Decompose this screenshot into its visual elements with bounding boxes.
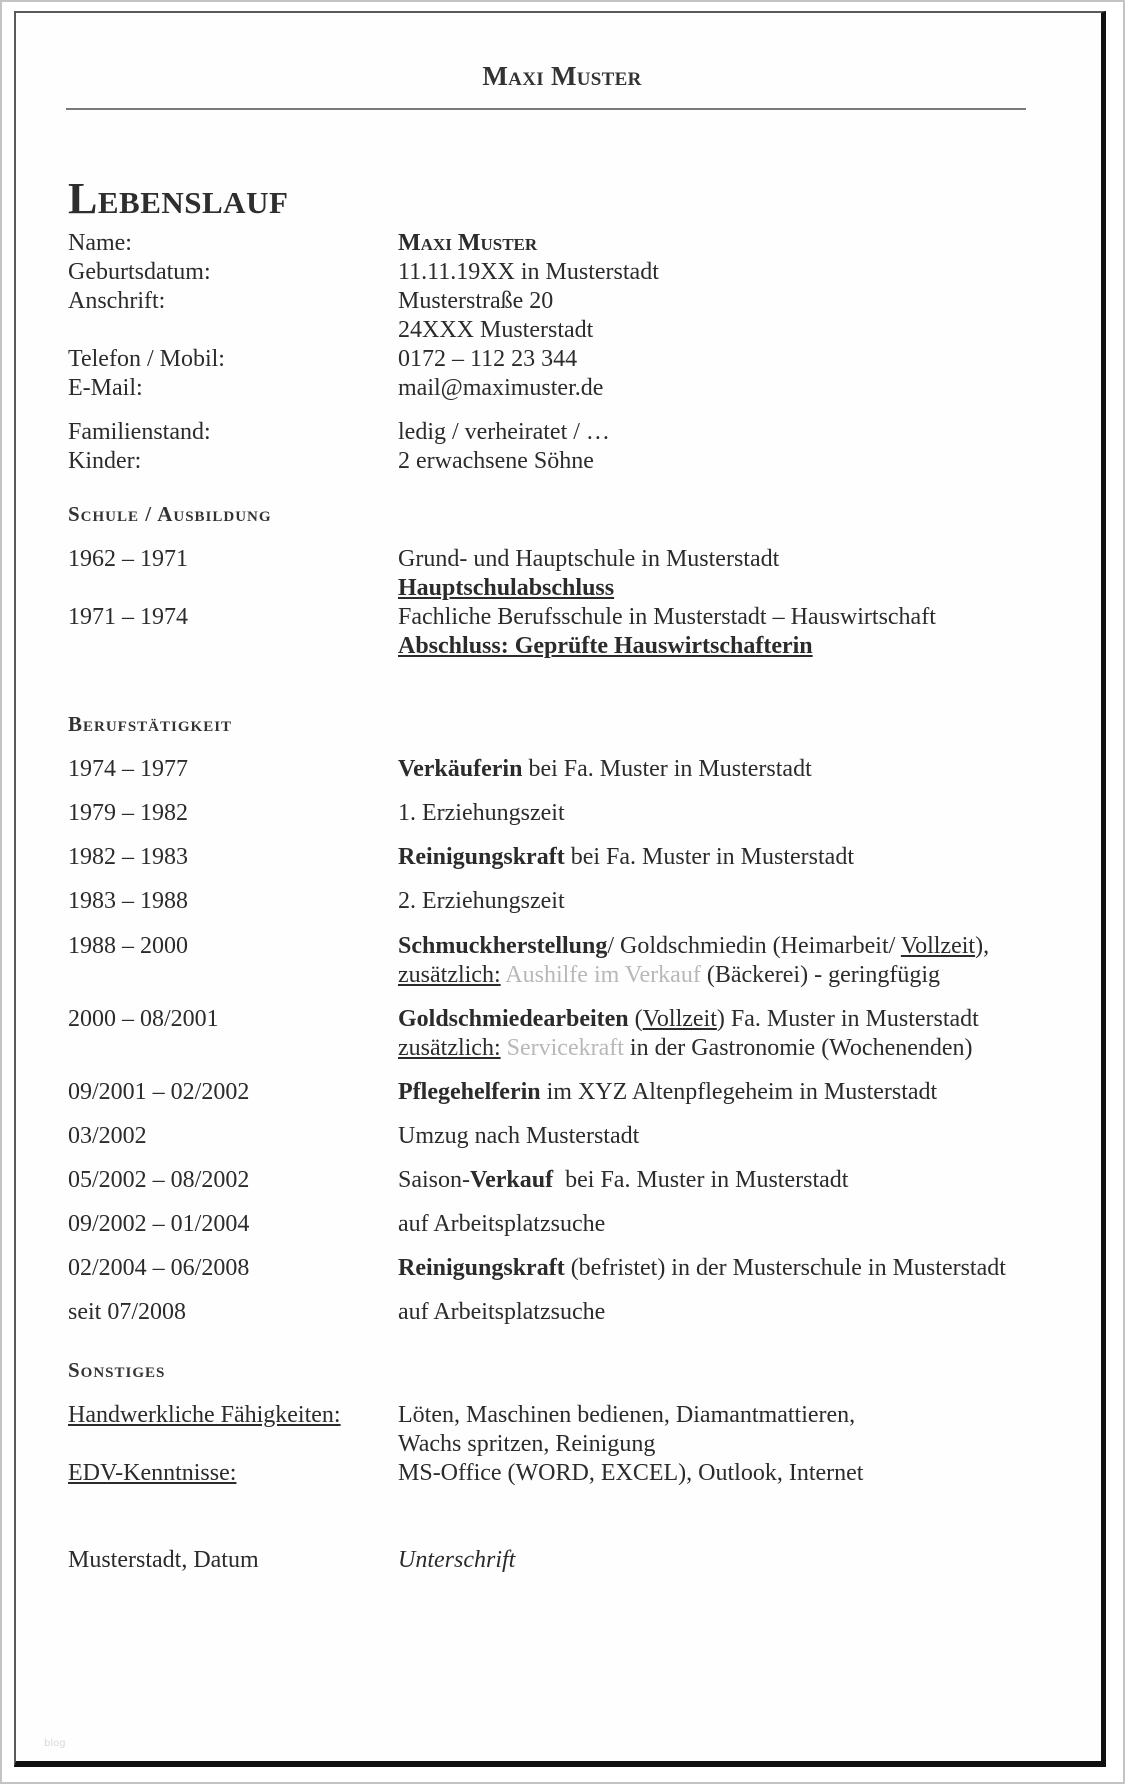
job-detail: bei Fa. Muster in Musterstadt [553,1167,849,1193]
job-title: Reinigungskraft [398,844,565,870]
extra-job: Aushilfe im Verkauf [500,962,707,988]
job-detail: bei Fa. Muster in Musterstadt [522,756,812,782]
career-text: 1. Erziehungszeit [398,800,565,826]
career-text: Umzug nach Musterstadt [398,1123,640,1149]
job-detail: ( [628,1006,643,1032]
career-text [398,843,854,872]
job-title: Pflegehelferin [398,1079,541,1105]
skills-label: Handwerkliche Fähigkeiten: [68,1402,341,1428]
career-text [398,755,812,784]
career-date: 09/2001 – 02/2002 [68,1079,250,1105]
career-extra [398,1034,973,1063]
career-text: auf Arbeitsplatzsuche [398,1299,606,1325]
career-date: 03/2002 [68,1123,147,1149]
email-label: E-Mail: [68,375,143,401]
career-date: 2000 – 08/2001 [68,1006,219,1032]
watermark: blog [44,1738,66,1749]
extra-job: Servicekraft [500,1035,630,1061]
children-label: Kinder: [68,448,142,474]
career-text: auf Arbeitsplatzsuche [398,1211,606,1237]
job-detail: (befristet) in der Musterschule in Musterstadt [564,1255,1006,1281]
status-value: ledig / verheiratet / … [398,419,610,445]
job-detail: / Goldschmiedin (Heimarbeit/ [607,933,901,959]
career-date: 09/2002 – 01/2004 [68,1211,250,1237]
career-text [398,1254,1006,1283]
career-text: 2. Erziehungszeit [398,888,565,914]
education-text: Fachliche Berufsschule in Musterstadt – Hauswirtschaft [398,604,936,630]
career-date: 1983 – 1988 [68,888,188,914]
career-text [398,1005,979,1034]
section-heading-career: Berufstätigkeit [68,712,233,736]
job-prefix: Saison- [398,1167,470,1193]
education-date: 1962 – 1971 [68,546,188,572]
job-type: Vollzeit [900,933,976,959]
job-title: Goldschmiedearbeiten [398,1006,629,1032]
address-label: Anschrift: [68,288,166,314]
phone-value: 0172 – 112 23 344 [398,346,578,372]
it-label: EDV-Kenntnisse: [68,1460,237,1486]
name-value: Maxi Muster [398,230,538,256]
job-title: Verkauf [470,1167,554,1193]
education-text: Grund- und Hauptschule in Musterstadt [398,546,780,572]
job-detail: bei Fa. Muster in Musterstadt [564,844,854,870]
job-type: Vollzeit [642,1006,717,1032]
career-date: 1974 – 1977 [68,756,188,782]
it-value: MS-Office (WORD, EXCEL), Outlook, Internet [398,1460,864,1486]
career-date: 1979 – 1982 [68,800,188,826]
extra-detail: (Bäckerei) - geringfügig [706,962,941,988]
career-date: 1982 – 1983 [68,844,188,870]
place-date: Musterstadt, Datum [68,1547,259,1573]
status-label: Familienstand: [68,419,211,445]
career-date: seit 07/2008 [68,1299,186,1325]
career-date: 1988 – 2000 [68,933,188,959]
address-line2: 24XXX Musterstadt [398,317,594,343]
career-text [398,1078,937,1107]
job-title: Schmuckherstellung [398,933,608,959]
header-divider [66,108,1026,110]
career-extra [398,961,940,990]
career-date: 05/2002 – 08/2002 [68,1167,250,1193]
extra-label: zusätzlich: [398,1035,501,1061]
job-detail-end: ) Fa. Muster in Musterstadt [716,1006,979,1032]
section-heading-education: Schule / Ausbildung [68,502,272,526]
job-title: Reinigungskraft [398,1255,565,1281]
education-degree: Hauptschulabschluss [398,575,615,601]
birth-label: Geburtsdatum: [68,259,211,285]
job-detail-end: ), [975,933,990,959]
email-value: mail@maximuster.de [398,375,604,401]
section-heading-other: Sonstiges [68,1358,166,1382]
skills-line2: Wachs spritzen, Reinigung [398,1431,656,1457]
birth-value: 11.11.19XX in Musterstadt [398,259,659,285]
extra-label: zusätzlich: [398,962,501,988]
job-detail: im XYZ Altenpflegeheim in Musterstadt [540,1079,938,1105]
skills-line1: Löten, Maschinen bedienen, Diamantmattieren, [398,1402,856,1428]
education-degree: Abschluss: Geprüfte Hauswirtschafterin [398,633,813,659]
job-title: Verkäuferin [398,756,523,782]
signature: Unterschrift [398,1547,516,1573]
career-text [398,1166,848,1195]
address-line1: Musterstraße 20 [398,288,554,314]
education-date: 1971 – 1974 [68,604,188,630]
phone-label: Telefon / Mobil: [68,346,225,372]
document-title: Lebenslauf [68,174,289,223]
header-name: Maxi Muster [482,61,642,91]
career-date: 02/2004 – 06/2008 [68,1255,250,1281]
name-label: Name: [68,230,132,256]
cv-page [14,11,1106,1767]
career-text [398,932,989,961]
extra-detail: in der Gastronomie (Wochenenden) [629,1035,973,1061]
children-value: 2 erwachsene Söhne [398,448,594,474]
